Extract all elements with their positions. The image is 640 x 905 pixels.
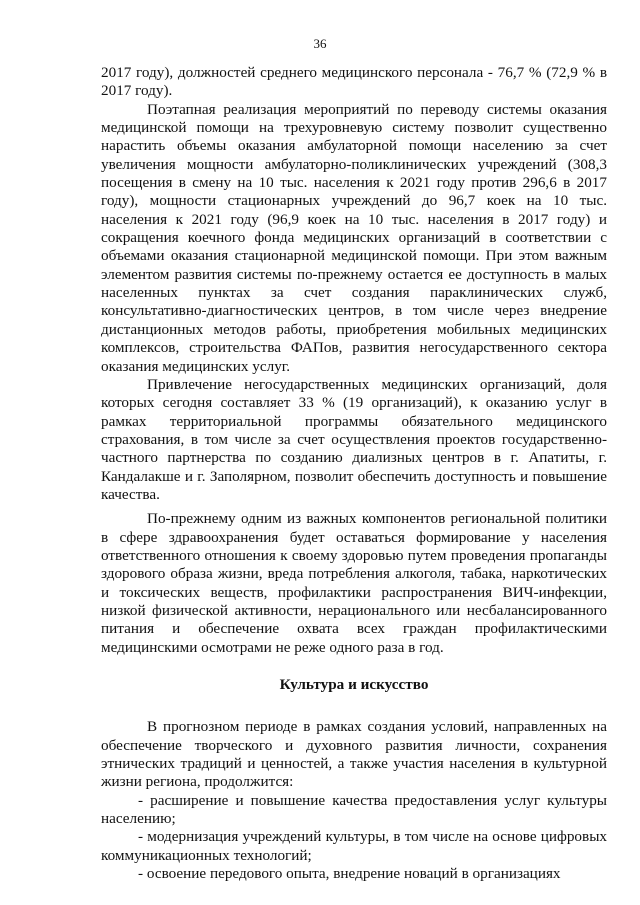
paragraph-culture-intro: В прогнозном периоде в рамках создания условий, направленных на обеспечение творческого и духовного развития личности, сохранения этнических традиций и ценностей, а также участия населения в культурной жизни региона, продолжится:: [101, 718, 607, 791]
document-body: [101, 64, 607, 883]
paragraph-healthcare-system: Поэтапная реализация мероприятий по переводу системы оказания медицинской помощи на трехуровневую систему позволит существенно нарастить объемы оказания амбулаторной помощи населению за счет увеличения мощности амбулаторно-поликлинических учреждений (308,3 посещения в смену на 10 тыс. населения к 2021 году против 296,6 в 2017 году), мощности стационарных учреждений до 96,7 коек на 10 тыс. населения к 2021 году (96,9 коек на 10 тыс. населения в 2017 году) и сокращения коечного фонда медицинских организаций в соответствии с объемами оказания стационарной медицинской помощи. При этом важным элементом развития системы по-прежнему остается ее доступность в малых населенных пунктах за счет создания параклинических служб, консультативно-диагностических центров, в том числе через внедрение дистанционных методов работы, приобретения мобильных медицинских комплексов, строительства ФАПов, развития негосударственного сектора оказания медицинских услуг.: [101, 100, 607, 375]
list-item: - расширение и повышение качества предоставления услуг культуры населению;: [101, 791, 607, 828]
list-item: - освоение передового опыта, внедрение новаций в организациях: [138, 865, 561, 883]
paragraph-private-organizations: Привлечение негосударственных медицинских организаций, доля которых сегодня составляет 33 % (19 организаций), к оказанию услуг в рамках территориальной программы обязательного медицинского страхования, в том числе за счет осуществления проектов государственно-частного партнерства по созданию диализных центров в г. Апатиты, г. Кандалакше и г. Заполярном, позволит обеспечить доступность и повышение качества.: [101, 375, 607, 503]
list-item: - модернизация учреждений культуры, в том числе на основе цифровых коммуникационных технологий;: [101, 828, 607, 864]
section-heading: Культура и искусство: [279, 676, 429, 693]
page-number: 36: [313, 36, 327, 51]
paragraph-healthy-lifestyle: По-прежнему одним из важных компонентов региональной политики в сфере здравоохранения будет оставаться формирование у населения ответственного отношения к своему здоровью путем проведения пропаганды здорового образа жизни, вреда потребления алкоголя, табака, наркотических и токсических веществ, профилактики распространения ВИЧ-инфекции, низкой физической активности, нерационального или несбалансированного питания и обеспечение охвата всех граждан профилактическими медицинскими осмотрами не реже одного раза в год.: [101, 510, 607, 656]
paragraph-continuation: 2017 году), должностей среднего медицинского персонала - 76,7 % (72,9 % в 2017 году).: [101, 64, 607, 100]
